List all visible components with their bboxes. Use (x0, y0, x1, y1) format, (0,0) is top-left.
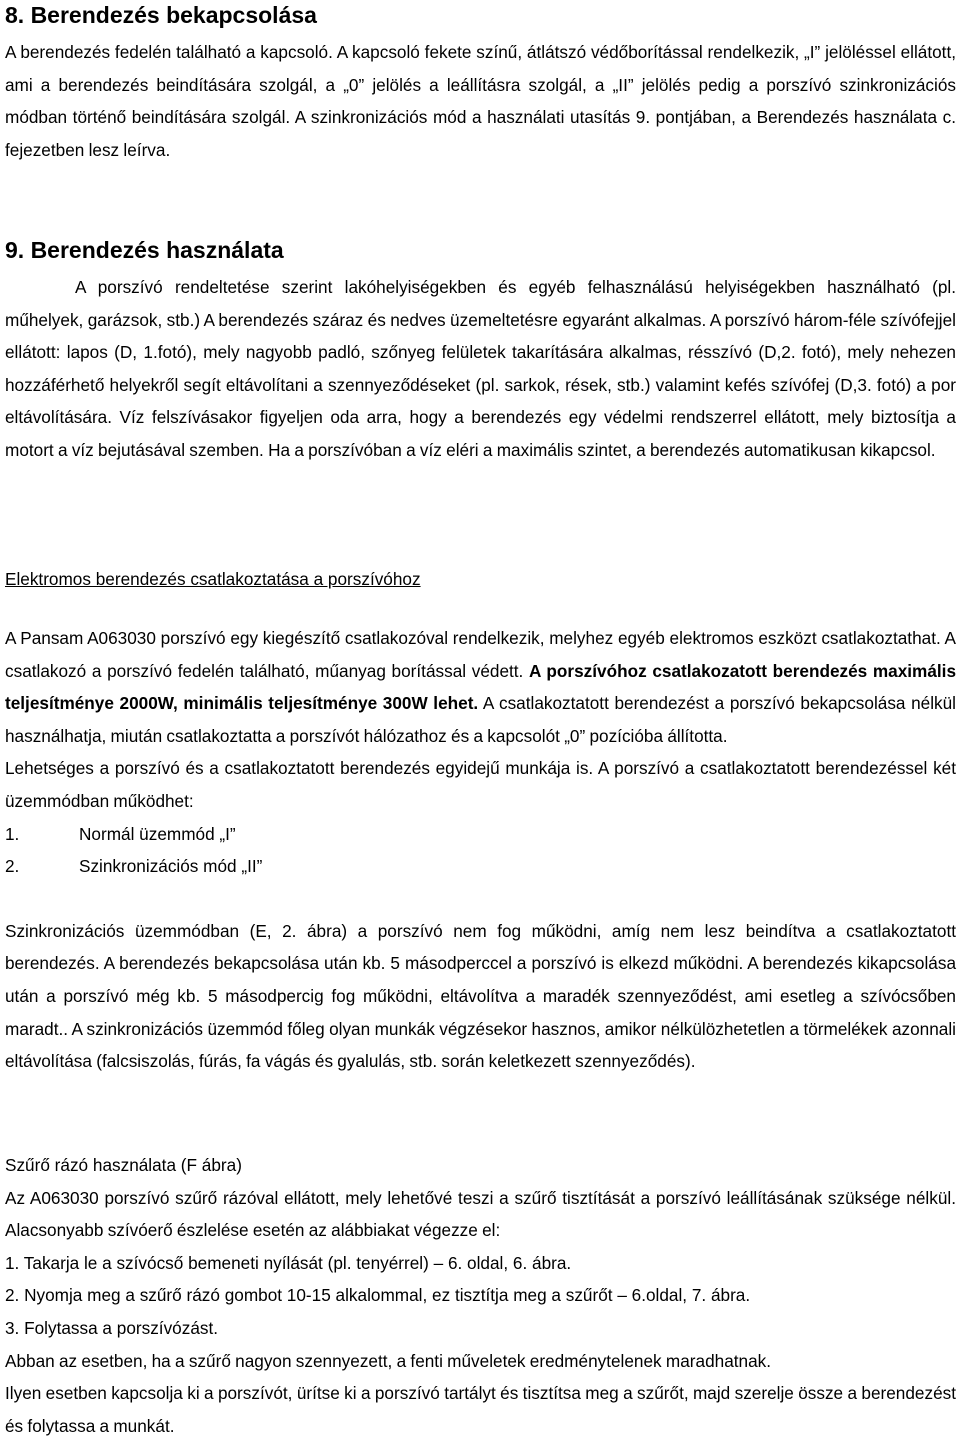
section-8-title: 8. Berendezés bekapcsolása (5, 2, 317, 28)
section-9 (5, 235, 956, 467)
electrical-paragraph-2: Lehetséges a porszívó és a csatlakoztatott berendezés egyidejű munkája is. A porszívó a csatlakoztatott berendezéssel két üzemmódban működhet: (5, 758, 956, 811)
electrical-paragraph-1 (5, 622, 956, 752)
mode-item-1-label: Normál üzemmód „I” (79, 823, 236, 844)
mode-item-2-label: Szinkronizációs mód „II” (79, 856, 263, 877)
electrical-power-limits: A porszívóhoz csatlakozatott berendezés maximális teljesítménye 2000W, minimális teljesítménye 300W lehet. (5, 660, 957, 714)
filter-paragraph-1: Az A063030 porszívó szűrő rázóval ellátott, mely lehetővé teszi a szűrő tisztítását a porszívó leállításának szüksége nélkül. Alacsonyabb szívóerő észlelése esetén az alábbiakat végezze el: (5, 1187, 956, 1241)
section-9-title: 9. Berendezés használata (5, 237, 284, 263)
electrical-heading: Elektromos berendezés csatlakoztatása a porszívóhoz (5, 569, 421, 589)
section-9-paragraph: A porszívó rendeltetése szerint lakóhelyiségekben és egyéb felhasználású helyiségekben használható (pl. műhelyek, garázsok, stb.) A berendezés száraz és nedves üzemeltetésre egyaránt alkalmas. A porszívó három-féle szívófejjel ellátott: lapos (D, 1.fotó), mely nagyobb padló, szőnyeg felületek takarítására alkalmas, résszívó (D,2. fotó), mely nehezen hozzáférhető helyekről segít eltávolítani a szennyeződéseket (pl. sarkok, rések, stb.) valamint kefés szívófej (D,3. fotó) a por eltávolítására. Víz felszívásakor figyeljen oda arra, hogy a berendezés egy védelmi rendszerrel ellátott, mely biztosítja a motort a víz bejutásával szemben. Ha a porszívóban a víz eléri a maximális szintet, a berendezés automatikusan kikapcsol. (5, 277, 956, 460)
sync-mode-paragraph: Szinkronizációs üzemmódban (E, 2. ábra) a porszívó nem fog működni, amíg nem lesz beindítva a csatlakoztatott berendezés. A berendezés bekapcsolása után kb. 5 másodperccel a porszívó is elkezd működni. A berendezés kikapcsolása után a porszívó még kb. 5 másodpercig fog működni, eltávolítva a maradék szennyeződést, ami esetleg a szívócsőben maradt.. A szinkronizációs üzemmód főleg olyan munkák végzésekor hasznos, amikor nélkülözhetetlen a törmelékek azonnali eltávolítása (falcsiszolás, fúrás, fa vágás és gyalulás, stb. során keletkezett szennyeződés). (5, 920, 956, 1072)
section-8-paragraph: A berendezés fedelén található a kapcsoló. A kapcsoló fekete színű, átlátszó védőborítással rendelkezik, „I” jelöléssel ellátott, ami a berendezés beindítására szolgál, a „0” jelölés a leállításra szolgál, a „II” jelölés pedig a porszívó szinkronizációs módban történő beindítására szolgál. A szinkronizációs mód a használati utasítás 9. pontjában, a Berendezés használata c. fejezetben lesz leírva. (5, 42, 956, 160)
mode-item-1 (5, 818, 956, 851)
filter-heading: Szűrő rázó használata (F ábra) (5, 1155, 242, 1175)
mode-item-1-number: 1. (5, 823, 20, 844)
filter-step-1: 1. Takarja le a szívócső bemeneti nyílását (pl. tenyérrel) – 6. oldal, 6. ábra. (5, 1252, 572, 1273)
filter-paragraph-3: Ilyen esetben kapcsolja ki a porszívót, ürítse ki a porszívó tartályt és tisztítsa meg a szűrőt, majd szerelje össze a berendezést és folytassa a munkát. (5, 1383, 956, 1436)
electrical-para1-start: A Pansam A063030 porszívó egy kiegészítő csatlakozóval rendelkezik, melyhez egyéb elektromos eszközt csatlakoztathat. A csatlakozó a porszívó fedelén található, műanyag borítással védett. (5, 628, 956, 681)
mode-item-2-number: 2. (5, 856, 20, 877)
filter-section (5, 1149, 956, 1442)
filter-step-2: 2. Nyomja meg a szűrő rázó gombot 10-15 alkalommal, ez tisztítja meg a szűrőt – 6.oldal, 7. ábra. (5, 1285, 751, 1306)
filter-step-3: 3. Folytassa a porszívózást. (5, 1317, 219, 1338)
section-8 (5, 0, 956, 166)
mode-item-2 (5, 850, 956, 883)
electrical-para1-end: A csatlakoztatott berendezést a porszívó bekapcsolása nélkül használhatja, miután csatlakoztatta a porszívót hálózathoz és a kapcsolót „0” pozícióba állította. (5, 693, 957, 746)
electrical-section (5, 564, 956, 1078)
filter-paragraph-2: Abban az esetben, ha a szűrő nagyon szennyezett, a fenti műveletek eredménytelenek maradhatnak. (5, 1350, 772, 1371)
